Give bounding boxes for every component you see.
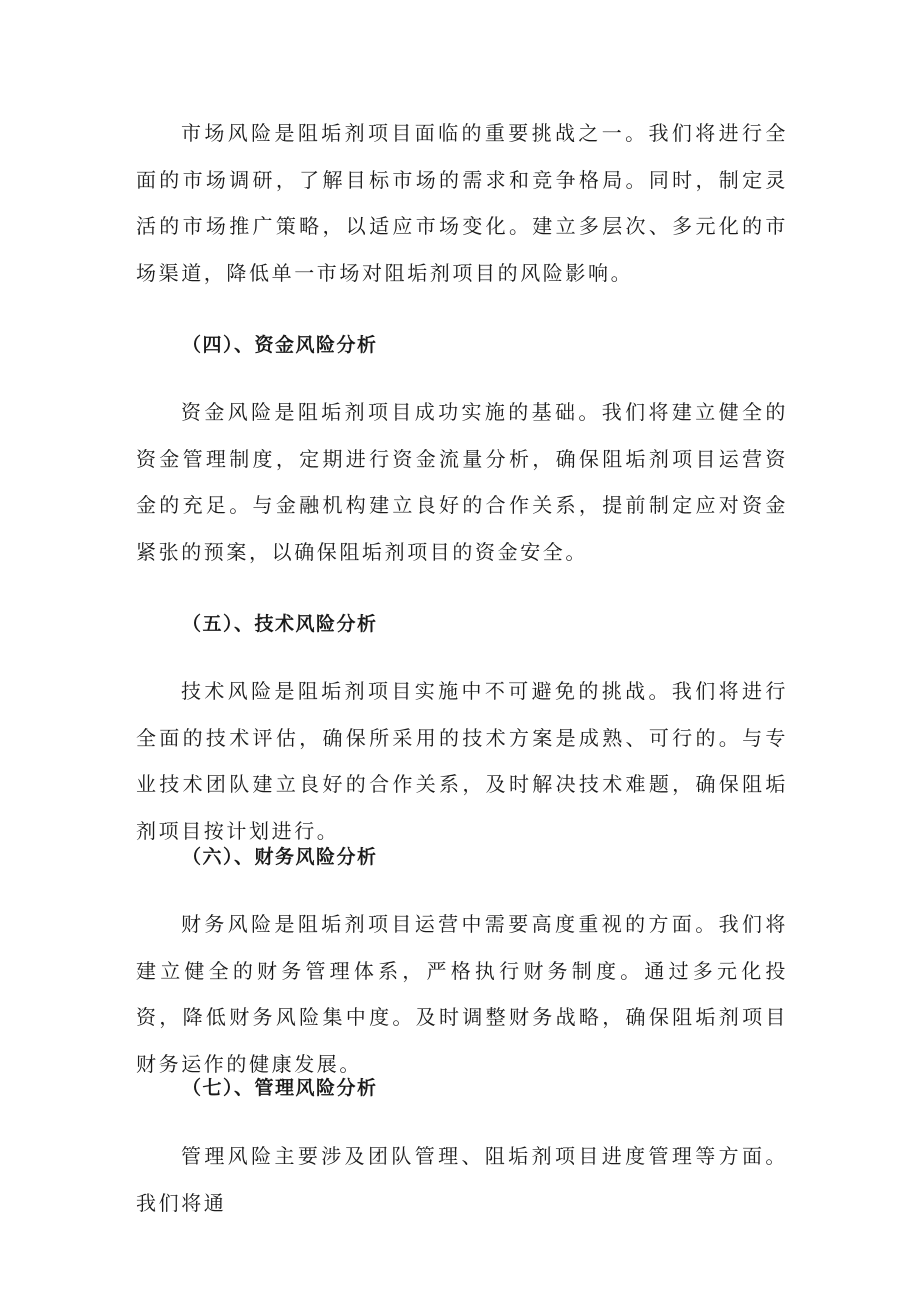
paragraph-technology-risk: 技术风险是阻垢剂项目实施中不可避免的挑战。我们将进行全面的技术评估，确保所采用的技术方案是成熟、可行的。与专业技术团队建立良好的合作关系，及时解决技术难题，确保阻垢剂项目按计划进行。	[136, 679, 788, 843]
heading-technology-risk: （五）、技术风险分析	[182, 613, 378, 635]
paragraph-capital-risk: 资金风险是阻垢剂项目成功实施的基础。我们将建立健全的资金管理制度，定期进行资金流量分析，确保阻垢剂项目运营资金的充足。与金融机构建立良好的合作关系，提前制定应对资金紧张的预案，以确保阻垢剂项目的资金安全。	[136, 400, 788, 564]
heading-capital-risk: （四）、资金风险分析	[182, 334, 378, 356]
heading-management-risk: （七）、管理风险分析	[182, 1077, 378, 1099]
paragraph-finance-risk: 财务风险是阻垢剂项目运营中需要高度重视的方面。我们将建立健全的财务管理体系，严格执行财务制度。通过多元化投资，降低财务风险集中度。及时调整财务战略，确保阻垢剂项目财务运作的健康发展。	[136, 912, 788, 1076]
paragraph-market-risk: 市场风险是阻垢剂项目面临的重要挑战之一。我们将进行全面的市场调研，了解目标市场的需求和竞争格局。同时，制定灵活的市场推广策略，以适应市场变化。建立多层次、多元化的市场渠道，降低单一市场对阻垢剂项目的风险影响。	[136, 121, 788, 285]
paragraph-management-risk: 管理风险主要涉及团队管理、阻垢剂项目进度管理等方面。我们将通	[136, 1144, 788, 1215]
heading-finance-risk: （六）、财务风险分析	[182, 846, 378, 868]
